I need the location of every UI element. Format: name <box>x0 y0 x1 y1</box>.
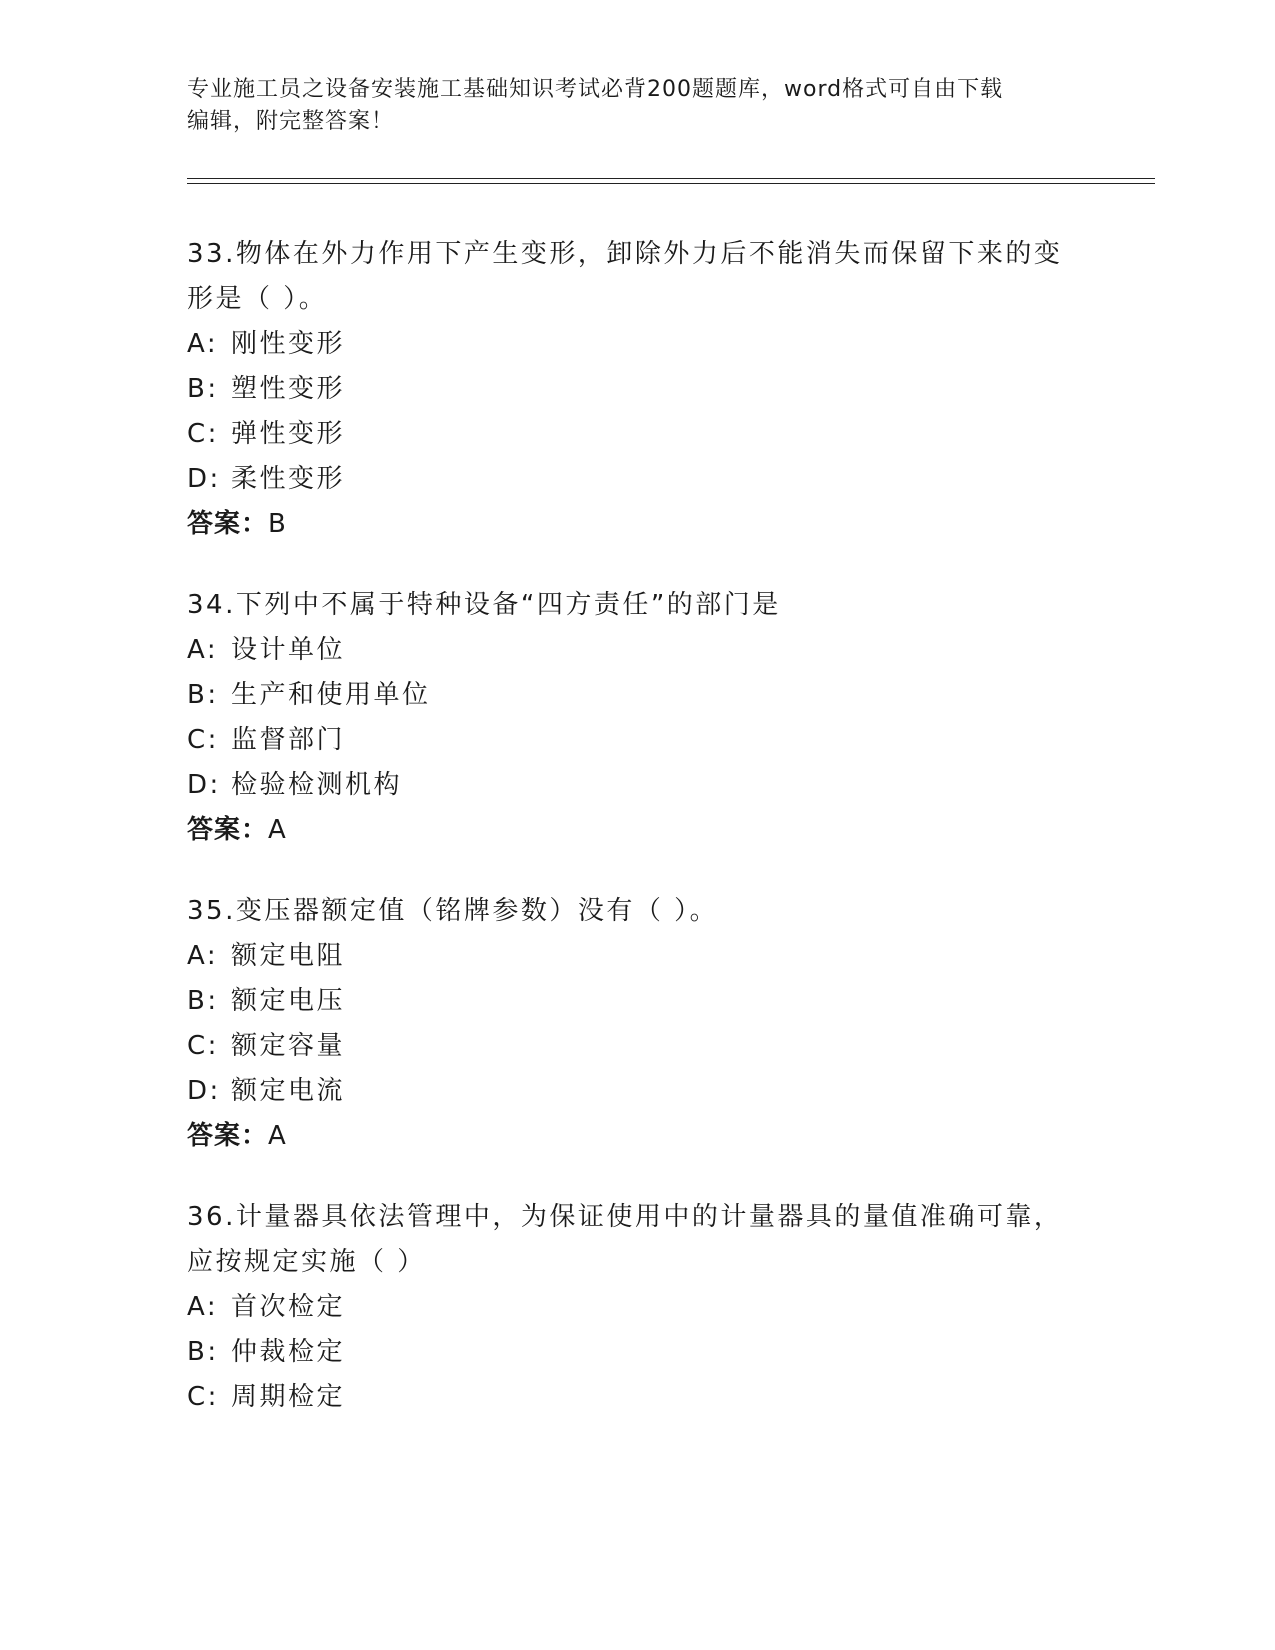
option-letter: D: <box>187 770 221 800</box>
option-text: 首次检定 <box>231 1292 346 1322</box>
answer-line <box>187 808 1087 853</box>
option-text: 生产和使用单位 <box>231 680 431 710</box>
question-stem: 34.下列中不属于特种设备“四方责任”的部门是 <box>187 590 781 620</box>
question-stem: 36.计量器具依法管理中，为保证使用中的计量器具的量值准确可靠，应按规定实施（ ） <box>187 1202 1063 1277</box>
option-letter: C: <box>187 1382 219 1412</box>
option-d <box>187 457 1087 502</box>
question-34 <box>187 583 1087 853</box>
option-text: 额定容量 <box>231 1031 346 1061</box>
answer-value: A <box>268 1121 287 1151</box>
option-a <box>187 934 1087 979</box>
question-stem: 33.物体在外力作用下产生变形，卸除外力后不能消失而保留下来的变形是（ ）。 <box>187 239 1063 314</box>
option-letter: B: <box>187 680 219 710</box>
question-35 <box>187 889 1087 1159</box>
option-letter: C: <box>187 725 219 755</box>
document-header <box>187 74 1067 138</box>
question-33 <box>187 232 1087 547</box>
option-c <box>187 412 1087 457</box>
answer-value: B <box>268 509 287 539</box>
option-letter: A: <box>187 1292 219 1322</box>
option-c <box>187 718 1087 763</box>
answer-label: 答案： <box>187 1121 269 1151</box>
question-stem: 35.变压器额定值（铭牌参数）没有（ ）。 <box>187 896 719 926</box>
header-line-2: 编辑，附完整答案！ <box>187 109 395 134</box>
header-divider-top <box>187 178 1155 179</box>
answer-label: 答案： <box>187 815 269 845</box>
option-letter: A: <box>187 635 219 665</box>
option-text: 刚性变形 <box>231 329 346 359</box>
option-a <box>187 1285 1087 1330</box>
option-b <box>187 367 1087 412</box>
answer-line <box>187 502 1087 547</box>
option-letter: A: <box>187 329 219 359</box>
option-text: 额定电阻 <box>231 941 346 971</box>
option-text: 周期检定 <box>231 1382 346 1412</box>
answer-label: 答案： <box>187 509 269 539</box>
header-line-1: 专业施工员之设备安装施工基础知识考试必背200题题库，word格式可自由下载 <box>187 77 1004 102</box>
option-a <box>187 322 1087 367</box>
option-letter: B: <box>187 986 219 1016</box>
option-c <box>187 1024 1087 1069</box>
option-text: 检验检测机构 <box>231 770 403 800</box>
option-text: 弹性变形 <box>231 419 346 449</box>
option-text: 监督部门 <box>231 725 346 755</box>
option-text: 仲裁检定 <box>231 1337 346 1367</box>
option-a <box>187 628 1087 673</box>
option-b <box>187 673 1087 718</box>
option-letter: C: <box>187 419 219 449</box>
option-d <box>187 763 1087 808</box>
question-list <box>187 232 1087 1456</box>
option-letter: C: <box>187 1031 219 1061</box>
option-text: 额定电流 <box>231 1076 346 1106</box>
option-letter: D: <box>187 1076 221 1106</box>
option-letter: D: <box>187 464 221 494</box>
answer-value: A <box>268 815 287 845</box>
question-36 <box>187 1195 1087 1420</box>
option-text: 柔性变形 <box>231 464 346 494</box>
option-c <box>187 1375 1087 1420</box>
option-letter: A: <box>187 941 219 971</box>
option-b <box>187 1330 1087 1375</box>
option-letter: B: <box>187 1337 219 1367</box>
option-text: 额定电压 <box>231 986 346 1016</box>
option-text: 塑性变形 <box>231 374 346 404</box>
header-divider-bottom <box>187 183 1155 184</box>
option-text: 设计单位 <box>231 635 346 665</box>
option-b <box>187 979 1087 1024</box>
option-letter: B: <box>187 374 219 404</box>
answer-line <box>187 1114 1087 1159</box>
option-d <box>187 1069 1087 1114</box>
